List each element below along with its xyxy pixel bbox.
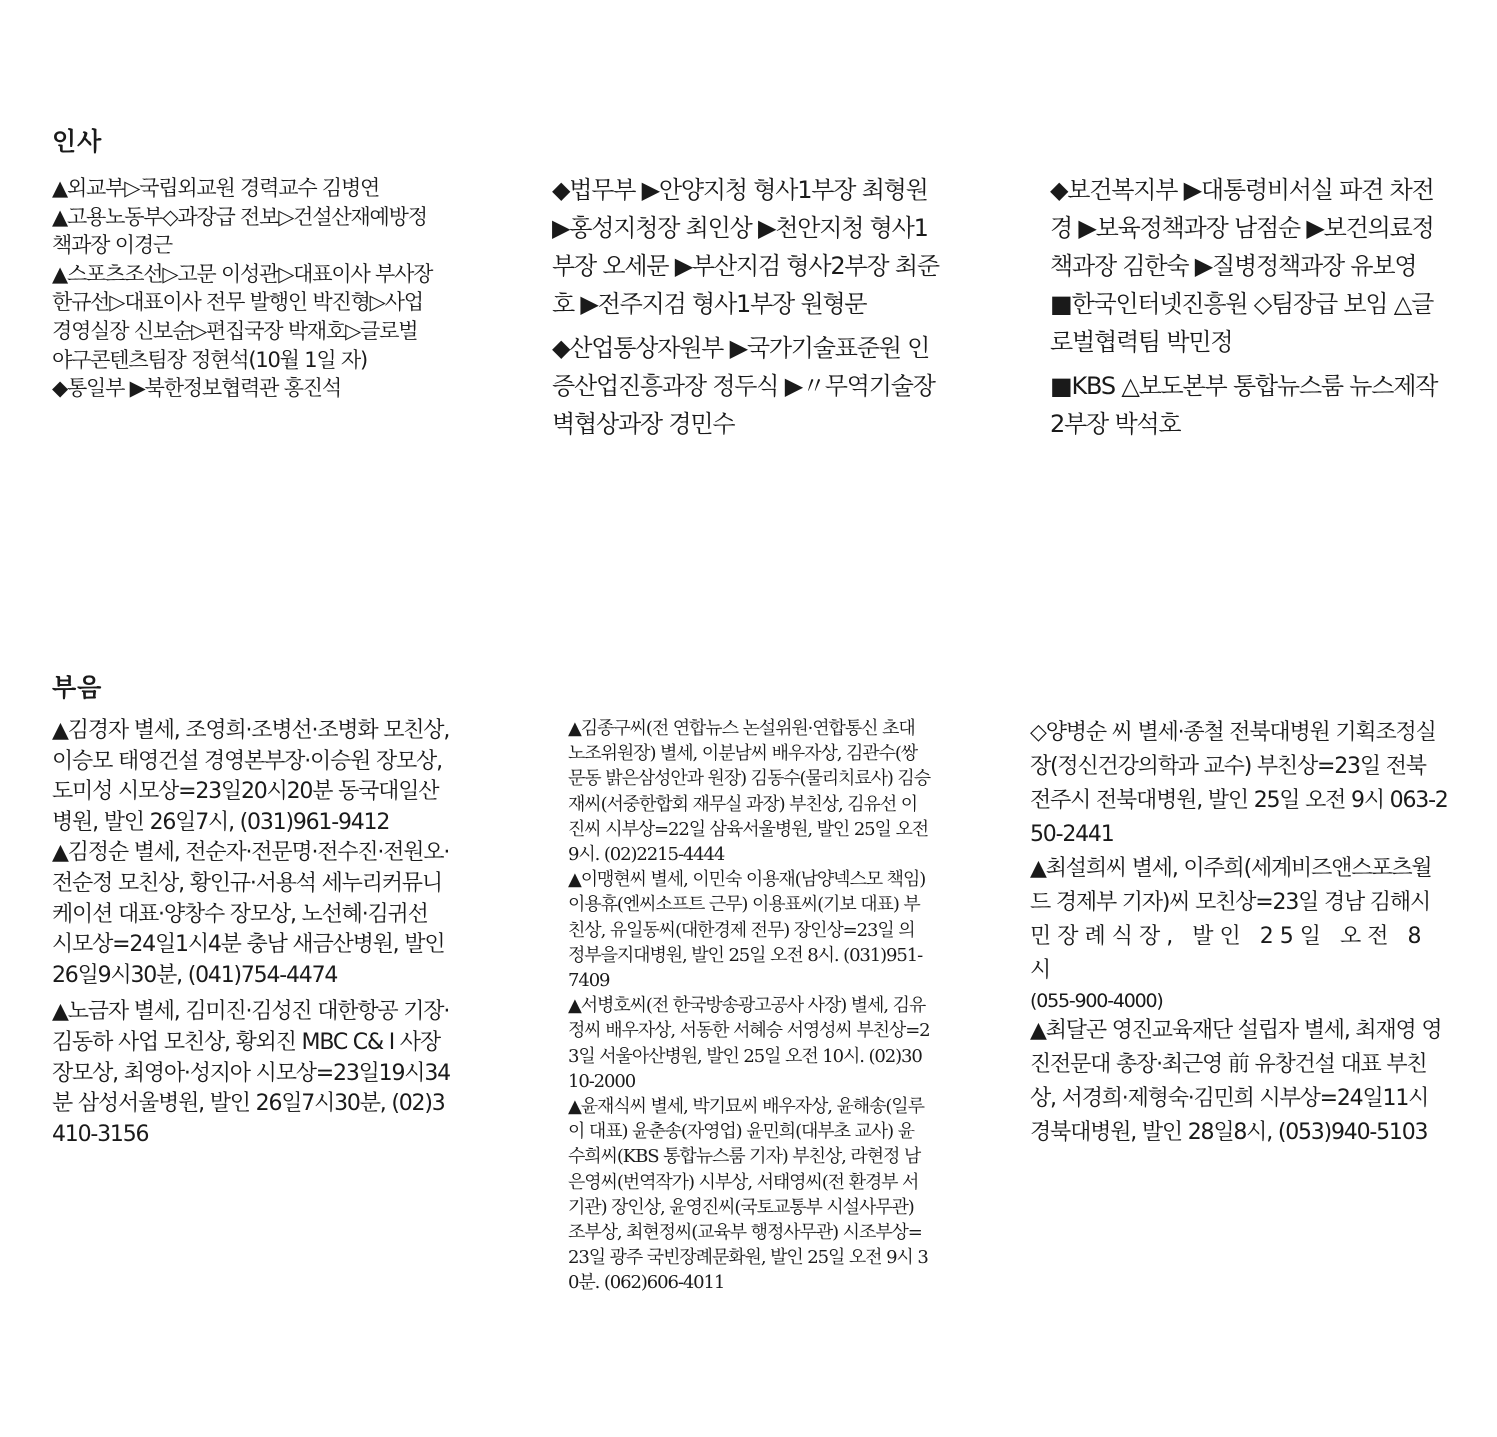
bueum-entry: ▲김정순 별세, 전순자·전문명·전수진·전원오·전순정 모친상, 황인규·서용석 세누리커뮤니케이션 대표·양창수 장모상, 노선혜·김귀선 시모상=24일1시4분 충남 새금산병원, 발인 26일9시30분, (041)754-4474 (52, 840, 450, 988)
bueum-entry-phone: (055-900-4000) (1030, 990, 1163, 1012)
bueum-entry: ▲이맹현씨 별세, 이민숙 이용재(남양넥스모 책임) 이용휴(엔씨소프트 근무) 이용표씨(기보 대표) 부친상, 유일동씨(대한경제 전무) 장인상=23일 의정부을지대병원, 발인 25일 오전 8시. (031)951-7409 (568, 869, 926, 992)
insa-entry: ◆보건복지부 ▶대통령비서실 파견 차전경 ▶보육정책과장 남점순 ▶보건의료정책과장 김한숙 ▶질병정책과장 유보영 (1050, 176, 1434, 280)
bueum-entry: ▲김종구씨(전 연합뉴스 논설위원·연합통신 초대 노조위원장) 별세, 이분남씨 배우자상, 김관수(쌍문동 밝은삼성안과 원장) 김동수(물리치료사) 김승재씨(서중한합회 재무실 과장) 부친상, 김유선 이진씨 시부상=22일 삼육서울병원, 발인 25일 오전 9시. (02)2215-4444 (568, 718, 931, 866)
bueum-entry: ◇양병순 씨 별세·종철 전북대병원 기획조정실장(정신건강의학과 교수) 부친상=23일 전북 전주시 전북대병원, 발인 25일 오전 9시 063-250-2441 (1030, 720, 1448, 847)
bueum-entry: ▲윤재식씨 별세, 박기묘씨 배우자상, 윤해송(일루이 대표) 윤춘송(자영업) 윤민희(대부초 교사) 윤수희씨(KBS 통합뉴스룸 기자) 부친상, 라현정 남은영씨(번역작가) 시부상, 서태영씨(전 환경부 서기관) 장인상, 윤영진씨(국토교통부 시설사무관) 조부상, 최현정씨(교육부 행정사무관) 시조부상=23일 광주 국빈장례문화원, 발인 25일 오전 9시 30분. (062)606-4011 (568, 1096, 928, 1294)
insa-entry: ◆법무부 ▶안양지청 형사1부장 최형원 ▶홍성지청장 최인상 ▶천안지청 형사1부장 오세문 ▶부산지검 형사2부장 최준호 ▶전주지검 형사1부장 원형문 (552, 176, 939, 318)
insa-entry: ▲스포츠조선▷고문 이성관▷대표이사 부사장 한규선▷대표이사 전무 발행인 박진형▷사업경영실장 신보순▷편집국장 박재호▷글로벌야구콘텐츠팀장 정현석(10월 1일 자) (52, 261, 433, 372)
bueum-entry-continued: 민장례식장, 발인 25일 오전 8시 (1030, 924, 1428, 983)
insa-entry: ▲외교부▷국립외교원 경력교수 김병연 (52, 176, 380, 200)
insa-entry: ■한국인터넷진흥원 ◇팀장급 보임 △글로벌협력팀 박민정 (1050, 290, 1434, 356)
insa-entry: ▲고용노동부◇과장급 전보▷건설산재예방정책과장 이경근 (52, 204, 427, 258)
bueum-entry: ▲최설희씨 별세, 이주희(세계비즈앤스포츠월드 경제부 기자)씨 모친상=23일 경남 김해시 (1030, 856, 1432, 915)
bueum-entry: ▲서병호씨(전 한국방송광고공사 사장) 별세, 김유정씨 배우자상, 서동한 서혜승 서영성씨 부친상=23일 서울아산병원, 발인 25일 오전 10시. (02)3010-2000 (568, 995, 930, 1092)
insa-column-3 (1050, 171, 1446, 443)
insa-entry: ■KBS △보도본부 통합뉴스룸 뉴스제작2부장 박석호 (1050, 372, 1438, 438)
bueum-entry: ▲최달곤 영진교육재단 설립자 별세, 최재영 영진전문대 총장·최근영 前 유창건설 대표 부친상, 서경희·제형숙·김민희 시부상=24일11시 경북대병원, 발인 28일8시, (053)940-5103 (1030, 1018, 1442, 1145)
bueum-entry: ▲김경자 별세, 조영희·조병선·조병화 모친상, 이승모 태영건설 경영본부장·이승원 장모상, 도미성 시모상=23일20시20분 동국대일산병원, 발인 26일7시, (031)961-9412 (52, 718, 450, 835)
insa-column-2 (552, 171, 948, 443)
section-title-bueum: 부음 (52, 673, 103, 702)
insa-column-1 (52, 174, 436, 403)
insa-entry: ◆통일부 ▶북한정보협력관 홍진석 (52, 376, 341, 401)
bueum-column-2 (568, 716, 930, 1296)
bueum-column-3 (1030, 716, 1448, 1150)
section-title-insa: 인사 (52, 127, 103, 156)
bueum-entry: ▲노금자 별세, 김미진·김성진 대한항공 기장·김동하 사업 모친상, 황외진 MBC C& I 사장 장모상, 최영아·성지아 시모상=23일19시34분 삼성서울병원, 발인 26일7시30분, (02)3410-3156 (52, 999, 450, 1147)
insa-entry: ◆산업통상자원부 ▶국가기술표준원 인증산업진흥과장 정두식 ▶〃무역기술장벽협상과장 경민수 (552, 334, 935, 438)
bueum-column-1 (52, 716, 452, 1150)
